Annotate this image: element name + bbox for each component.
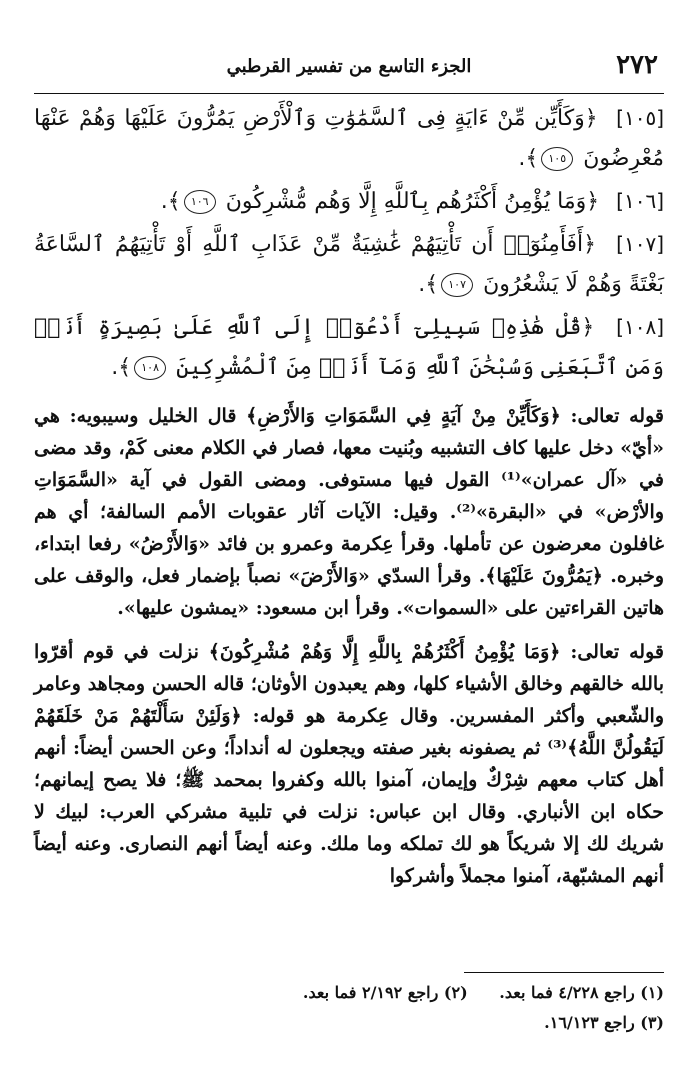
- verse-number: [١٠٨]: [616, 315, 664, 339]
- commentary-paragraph: قوله تعالى: ﴿وَمَا يُؤْمِنُ أَكْثَرُهُمْ بِاللَّهِ إِلَّا وَهُمْ مُشْرِكُونَ﴾ نزلت في قوم أقرّوا بالله خالقهم وخالق الأشياء كلها، وهم يعبدون الأوثان؛ قاله الحسن ومجاهد وعامر والشّعبي وأكثر المفسرين. وقال عِكرمة هو قوله: ﴿وَلَئِنْ سَأَلْتَهُمْ مَنْ خَلَقَهُمْ لَيَقُولُنَّ اللَّهُ﴾⁽³⁾ ثم يصفونه بغير صفته ويجعلون له أنداداً؛ وعن الحسن أيضاً: أنهم أهل كتاب معهم شِرْكٌ وإيمان، آمنوا بالله وكفروا بمحمد ﷺ؛ فلا يصح إيمانهم؛ حكاه ابن الأنباري. وقال ابن عباس: نزلت في تلبية مشركي العرب: لبيك لا شريك لك إلا شريكاً هو لك تملكه وما ملك. وعنه أيضاً أنهم النصارى. وعنه أيضاً أنهم المشبّهة، آمنوا مجملاً وأشركوا: [34, 641, 664, 887]
- closing-bracket: ﴾.: [518, 146, 539, 171]
- ayah-end-mark: ١٠٥: [541, 147, 573, 171]
- closing-bracket: ﴾.: [111, 355, 132, 380]
- commentary-paragraph: قوله تعالى: ﴿وَكَأَيِّنْ مِنْ آيَةٍ فِي السَّمَوَاتِ وَالأَرْضِ﴾ قال الخليل وسيبويه: هي «أيّ» دخل عليها كاف التشبيه وبُنيت معها، فصار في الكلام معنى كَمْ، وقد مضى في «آل عمران»⁽¹⁾ القول فيها مستوفى. ومضى القول في آية «السَّمَوَاتِ والأرْض» في «البقرة»⁽²⁾. وقيل: الآيات آثار عقوبات الأمم السالفة؛ أي هم غافلون معرضون عن تأملها. وقرأ عِكرمة وعمرو بن فائد «وَالأَرْضُ» رفعا ابتداء، وخبره. ﴿يَمُرُّونَ عَلَيْهَا﴾. وقرأ السدّي «وَالأَرْضَ» نصباً بإضمار فعل، والوقف على هاتين القراءتين على «السموات». وقرأ ابن مسعود: «يمشون عليها».: [34, 405, 664, 619]
- footnote-1: (١) راجع ٤/٢٢٨ فما بعد.: [499, 983, 664, 1002]
- footnote-divider: [464, 972, 664, 973]
- footnote-3: (٣) راجع ١٦/١٢٣.: [544, 1013, 664, 1032]
- verse-number: [١٠٥]: [616, 106, 665, 130]
- page-header: [34, 38, 664, 94]
- footnotes: [34, 978, 664, 1038]
- footnote-row: [34, 978, 664, 1008]
- verse-107: [34, 224, 664, 305]
- verse-106: [34, 181, 664, 222]
- verse-text: ﴿أَفَأَمِنُوٓا۟ أَن تَأْتِيَهُمْ غَٰشِيَةٌ مِّنْ عَذَابِ ٱللَّهِ أَوْ تَأْتِيَهُمُ ٱلسَّاعَةُ بَغْتَةً وَهُمْ لَا يَشْعُرُونَ: [34, 232, 664, 297]
- verse-text: ﴿وَكَأَيِّن مِّنْ ءَايَةٍ فِى ٱلسَّمَٰوَٰتِ وَٱلْأَرْضِ يَمُرُّونَ عَلَيْهَا وَهُمْ عَنْهَا مُعْرِضُونَ: [34, 106, 664, 171]
- commentary-block: [34, 400, 664, 904]
- ayah-end-mark: ١٠٨: [134, 356, 166, 380]
- verse-text: ﴿قُلْ هَٰذِهِۦ سَبِيلِىٓ أَدْعُوٓا۟ إِلَى ٱللَّهِ عَلَىٰ بَصِيرَةٍ أَنَا۠ وَمَنِ ٱتَّبَعَنِى وَسُبْحَٰنَ ٱللَّهِ وَمَآ أَنَا۠ مِنَ ٱلْمُشْرِكِينَ: [34, 315, 664, 380]
- verses-block: [34, 98, 664, 390]
- footnote-row: [34, 1008, 664, 1038]
- closing-bracket: ﴾.: [160, 189, 181, 214]
- verse-text: ﴿وَمَا يُؤْمِنُ أَكْثَرُهُم بِٱللَّهِ إِلَّا وَهُم مُّشْرِكُونَ: [225, 189, 600, 214]
- header-divider: [34, 93, 664, 94]
- running-title: الجزء التاسع من تفسير القرطبي: [226, 56, 472, 77]
- ayah-end-mark: ١٠٧: [441, 273, 473, 297]
- page-number: ٢٧٢: [616, 50, 658, 80]
- verse-number: [١٠٧]: [616, 232, 664, 256]
- verse-105: [34, 98, 664, 179]
- ayah-end-mark: ١٠٦: [184, 190, 216, 214]
- closing-bracket: ﴾.: [418, 272, 439, 297]
- verse-108: [34, 307, 664, 388]
- footnote-2: (٢) راجع ٢/١٩٢ فما بعد.: [302, 983, 468, 1002]
- verse-number: [١٠٦]: [616, 189, 664, 213]
